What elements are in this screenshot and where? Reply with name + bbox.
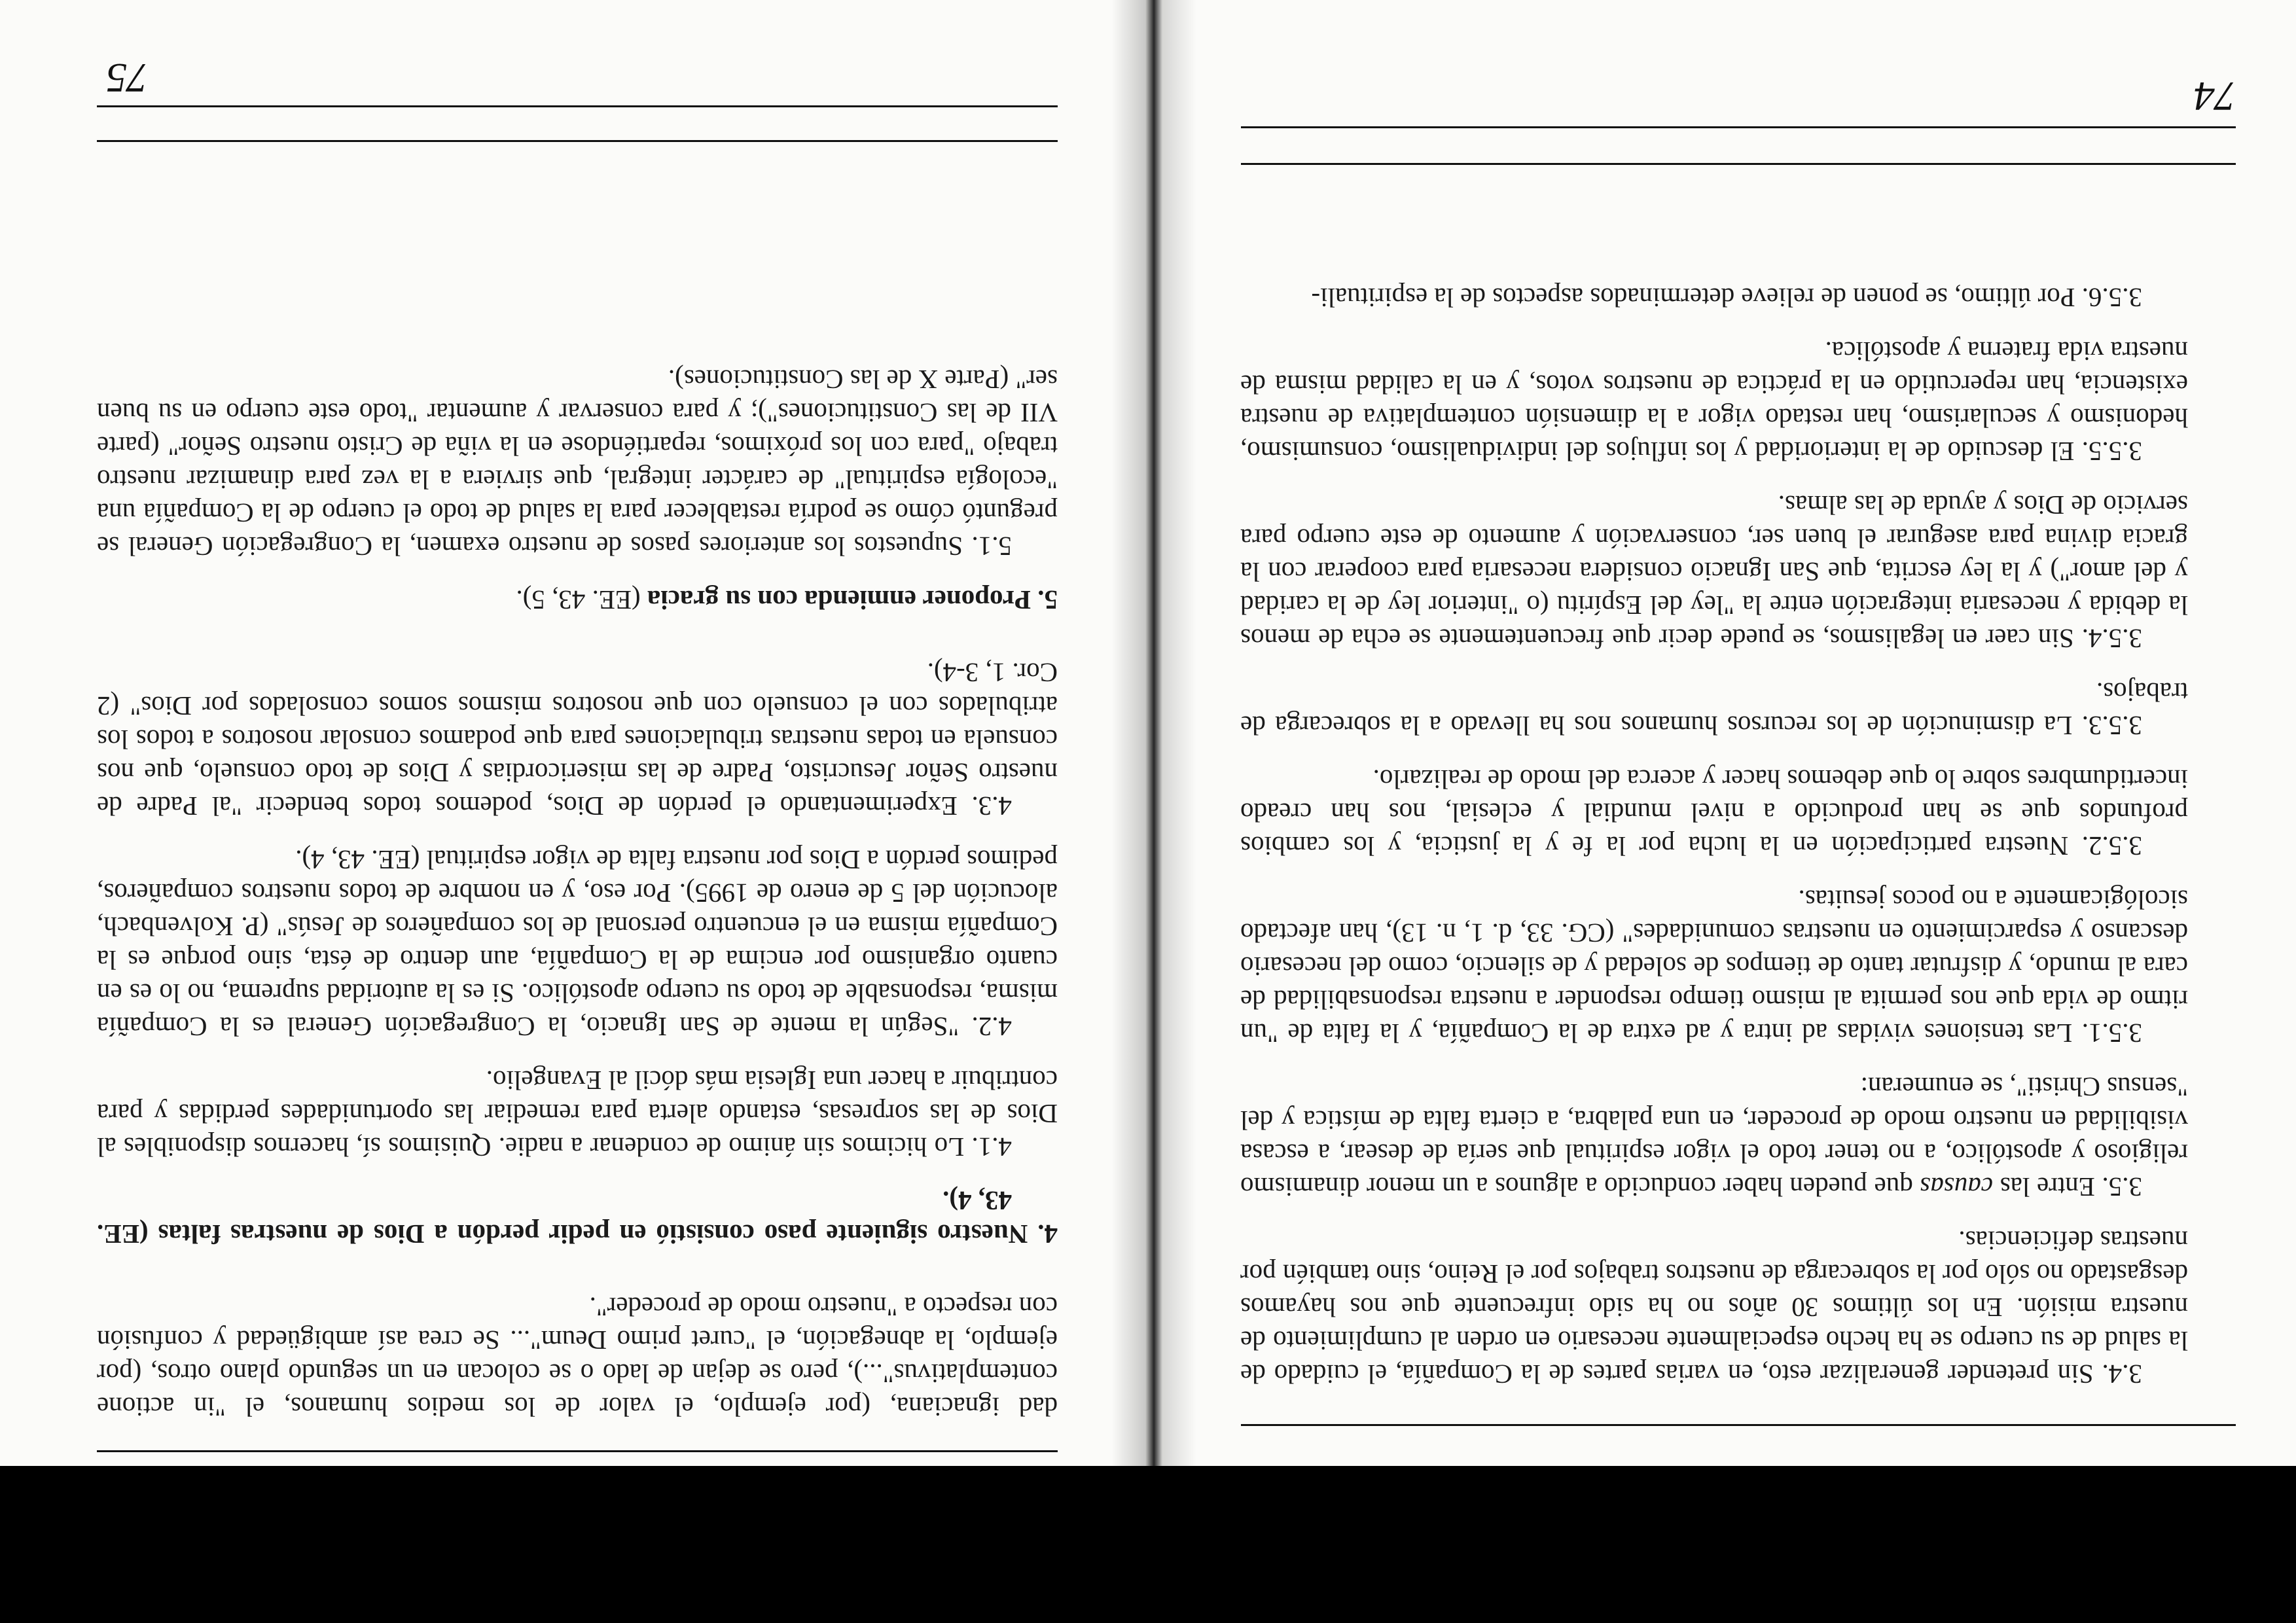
- heading-section-4: 4. Nuestro siguiente paso consistió en pedir perdón a Dios de nuestras faltas (EE. 43, 4).: [97, 1186, 1058, 1249]
- paragraph-3-5-2: 3.5.2. Nuestra participación en la lucha por la fe y la justicia, y los cambios profundos que se han producido a nivel mundial y eclesial, nos han creado incertidumbres sobre lo que debemos hacer y acerca del modo de realizarlo.: [1240, 764, 2188, 861]
- page-number-75: 75: [106, 55, 148, 101]
- heading-section-5: 5. Proponer enmienda con su gracia (EE. 43, 5).: [516, 585, 1058, 615]
- scan-shadow: [0, 1466, 2296, 1623]
- paragraph-3-5-1: 3.5.1. Las tensiones vividas ad intra y ad extra de la Compañía, y la falta de "un ritmo de vida que nos permita al mismo tiempo responder a nuestra responsabilidad de cara al mundo, y disfrutar tanto de tiempos de soledad y de silencio, como del necesario descanso y esparcimiento en nuestras comunidades" (CG. 33, d. 1, n. 13), han afectado sicológicamente a no pocos jesuitas.: [1240, 885, 2188, 1048]
- page-74-bottom-rule: [1241, 1424, 2236, 1426]
- paragraph-4-3: 4.3. Experimentando el perdón de Dios, podemos todos bendecir "al Padre de nuestro Señor Jesucristo, Padre de las misericordias y Dios de todo consuelo, que nos consuela en todas nuestras tribulaciones para que podamos consolar nosotros a todos los atribulados con el consuelo con que nosotros mismos somos consolados por Dios" (2 Cor. 1, 3-4).: [97, 658, 1058, 821]
- paragraph-3-5-6: 3.5.6. Por último, se ponen de relieve determinados aspectos de la espirituali-: [1311, 283, 2142, 313]
- page-75-bottom-rule: [97, 1450, 1058, 1452]
- paragraph-3-5-5: 3.5.5. El descuido de la interioridad y los influjos del individualismo, consumismo, hedonismo y secularismo, han restado vigor a la dimensión contemplativa de nuestra existencia, han repercutido en la práctica de nuestros votos, y en la calidad misma de nuestra vida fraterna y apostólica.: [1240, 336, 2188, 467]
- page-number-74: 74: [2194, 73, 2236, 120]
- page-75-top-rule: [97, 140, 1058, 142]
- paragraph-4-1: 4.1. Lo hicimos sin ánimo de condenar a nadie. Quisimos sí, hacernos disponibles al Dios de las sorpresas, estando alerta para remediar las oportunidades perdidas y para contribuir a hacer una Iglesia más dócil al Evangelio.: [97, 1065, 1058, 1162]
- page-75-header-rule: [97, 105, 1058, 107]
- page-75-text: [97, 154, 1058, 1423]
- paragraph-3-4: 3.4. Sin pretender generalizar esto, en varias partes de la Compañía, el cuidado de la salud de su cuerpo se ha hecho especialmente necesario en orden al cumplimiento de nuestra misión. En los últimos 30 años no ha sido infrecuente que nos hayamos desgastado no sólo por la sobrecarga de nuestros trabajos por el Reino, sino también por nuestras deficiencias.: [1240, 1226, 2188, 1389]
- page-74-text: [1240, 160, 2188, 1391]
- paragraph-3-5-4: 3.5.4. Sin caer en legalismos, se puede decir que frecuentemente se echa de menos la debida y necesaria integración entre la "ley del Espíritu (o "interior ley de la caridad y del amor") y la ley escrita, que San Ignacio considera necesaria para cooperar con la gracia divina para asegurar el buen ser, conservación y aumento de este cuerpo para servicio de Dios y ayuda de las almas.: [1240, 490, 2188, 654]
- paragraph-4-2: 4.2. "Según la mente de San Ignacio, la Congregación General es la Compañía misma, responsable de todo su cuerpo apostólico. Si es la autoridad suprema, no lo es en cuanto organismo por encima de la Compañía, aun dentro de ésta, sino porque es la Compañía misma en el encuentro personal de los compañeros de Jesús" (P. Kolvenbach, alocución del 5 de enero de 1995). Por eso, y en nombre de todos nuestros compañeros, pedimos perdón a Dios por nuestra falta de vigor espiritual (EE. 43, 4).: [97, 845, 1058, 1042]
- paragraph-3-5: 3.5. Entre las causas que pueden haber conducido a algunos a un menor dinamismo religioso y apostólico, a no tener todo el vigor espiritual que sería de desear, a escasa visibilidad en nuestro modo de proceder, en una palabra, a cierta falta de mística y del "sensus Christi", se enumeran:: [1240, 1072, 2188, 1202]
- paragraph-3-5-3: 3.5.3. La disminución de los recursos humanos nos ha llevado a la sobrecarga de trabajos.: [1240, 677, 2188, 741]
- book-gutter: [1111, 0, 1196, 1466]
- paragraph-5-1: 5.1. Supuestos los anteriores pasos de nuestro examen, la Congregación General se preguntó cómo se podría restablecer para la salud de todo el cuerpo de la Compañía una "ecología espiritual" de carácter integral, que sirviera a la vez para dinamizar nuestro trabajo "para con los próximos, repartiéndose en la viña de Cristo nuestro Señor" (parte VII de las Constituciones"); y para conservar y aumentar "todo este cuerpo en su buen ser" (Parte X de las Constituciones).: [97, 365, 1058, 562]
- page-74-header-rule: [1241, 126, 2236, 128]
- continuation-3-5-6: dad ignaciana, (por ejemplo, el valor de los medios humanos, el "in actione contemplativus"...), pero se dejan de lado o se colocan en un segundo plano otros, (por ejemplo, la abnegación, el "curet primo Deum"... Se crea así ambigüedad y confusión con respecto a "nuestro modo de proceder".: [97, 1292, 1058, 1422]
